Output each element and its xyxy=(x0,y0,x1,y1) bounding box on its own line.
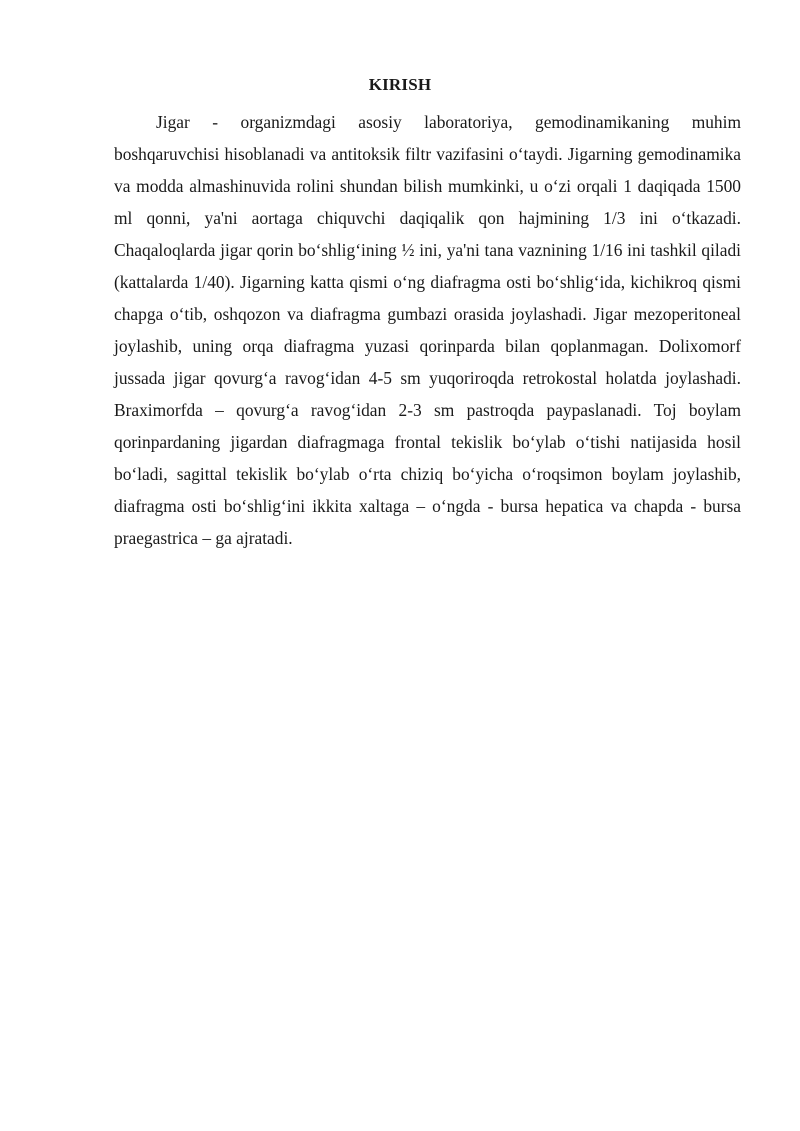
section-heading: KIRISH xyxy=(368,75,432,94)
body-paragraph: Jigar - organizmdagi asosiy laboratoriya, gemodinamikaning muhim boshqaruvchisi hisoblanadi va antitoksik filtr vazifasini o‘taydi. Jigarning gemodinamika va modda almashinuvida rolini shundan bilish mumkinki, u o‘zi orqali 1 daqiqada 1500 ml qonni, ya'ni aortaga chiquvchi daqiqalik qon hajmining 1/3 ini o‘tkazadi. Chaqaloqlarda jigar qorin bo‘shlig‘ining ½ ini, ya'ni tana vaznining 1/16 ini tashkil qiladi (kattalarda 1/40). Jigarning katta qismi o‘ng diafragma osti bo‘shlig‘ida, kichikroq qismi chapga o‘tib, oshqozon va diafragma gumbazi orasida joylashadi. Jigar mezoperitoneal joylashib, uning orqa diafragma yuzasi qorinparda bilan qoplanmagan. Dolixomorf jussada jigar qovurg‘a ravog‘idan 4-5 sm yuqoriroqda retrokostal holatda joylashadi. Braximorfda – qovurg‘a ravog‘idan 2-3 sm pastroqda paypaslanadi. Toj boylam qorinpardaning jigardan diafragmaga frontal tekislik bo‘ylab o‘tishi natijasida hosil bo‘ladi, sagittal tekislik bo‘ylab o‘rta chiziq bo‘yicha o‘roqsimon boylam joylashib, diafragma osti bo‘shlig‘ini ikkita xaltaga – o‘ngda - bursa hepatica va chapda - bursa praegastrica – ga ajratadi. xyxy=(114,112,741,548)
